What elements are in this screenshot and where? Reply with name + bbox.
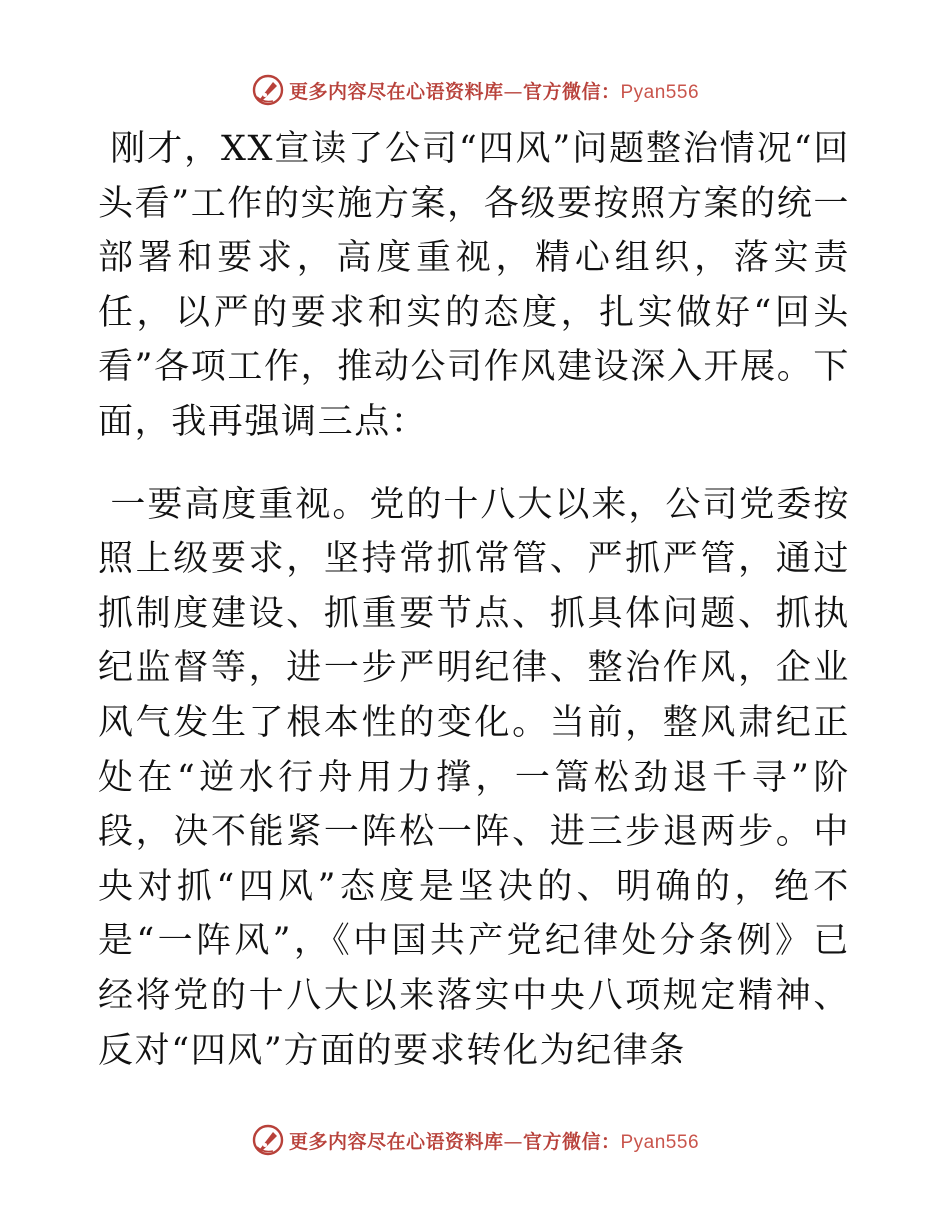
header-banner-wechat-id: Pyan556 <box>620 81 700 103</box>
header-banner-dash: — <box>503 80 523 103</box>
paragraph-point-one <box>98 478 850 1079</box>
pen-nib-logo-icon <box>251 1123 285 1157</box>
footer-banner-dash: — <box>503 1130 523 1153</box>
footer-banner-wechat-id: Pyan556 <box>620 1131 700 1153</box>
paragraph-point-one-text: 一要高度重视。党的十八大以来，公司党委按照上级要求，坚持常抓常管、严抓严管，通过抓制度建设、抓重要节点、抓具体问题、抓执纪监督等，进一步严明纪律、整治作风，企业风气发生了根本性的变化。当前，整风肃纪正处在“逆水行舟用力撑，一篙松劲退千寻”阶段，决不能紧一阵松一阵、进三步退两步。中央对抓“四风”态度是坚决的、明确的，绝不是“一阵风”，《中国共产党纪律处分条例》已经将党的十八大以来落实中央八项规定精神、反对“四风”方面的要求转化为纪律条 <box>98 484 850 1071</box>
header-banner-text <box>289 77 699 104</box>
footer-banner <box>0 1120 950 1160</box>
footer-banner-text <box>289 1127 699 1154</box>
footer-banner-wechat-label: 官方微信： <box>522 1130 621 1153</box>
pen-nib-logo-icon <box>251 73 285 107</box>
header-banner-main: 更多内容尽在心语资料库 <box>288 80 504 103</box>
paragraph-intro <box>98 122 850 450</box>
header-banner <box>0 70 950 110</box>
header-banner-wechat-label: 官方微信： <box>522 80 621 103</box>
footer-banner-main: 更多内容尽在心语资料库 <box>288 1130 504 1153</box>
paragraph-intro-text: 刚才，XX宣读了公司“四风”问题整治情况“回头看”工作的实施方案，各级要按照方案的统一部署和要求，高度重视，精心组织，落实责任，以严的要求和实的态度，扎实做好“回头看”各项工作，推动公司作风建设深入开展。下面，我再强调三点： <box>98 129 850 442</box>
document-body <box>98 122 850 1078</box>
